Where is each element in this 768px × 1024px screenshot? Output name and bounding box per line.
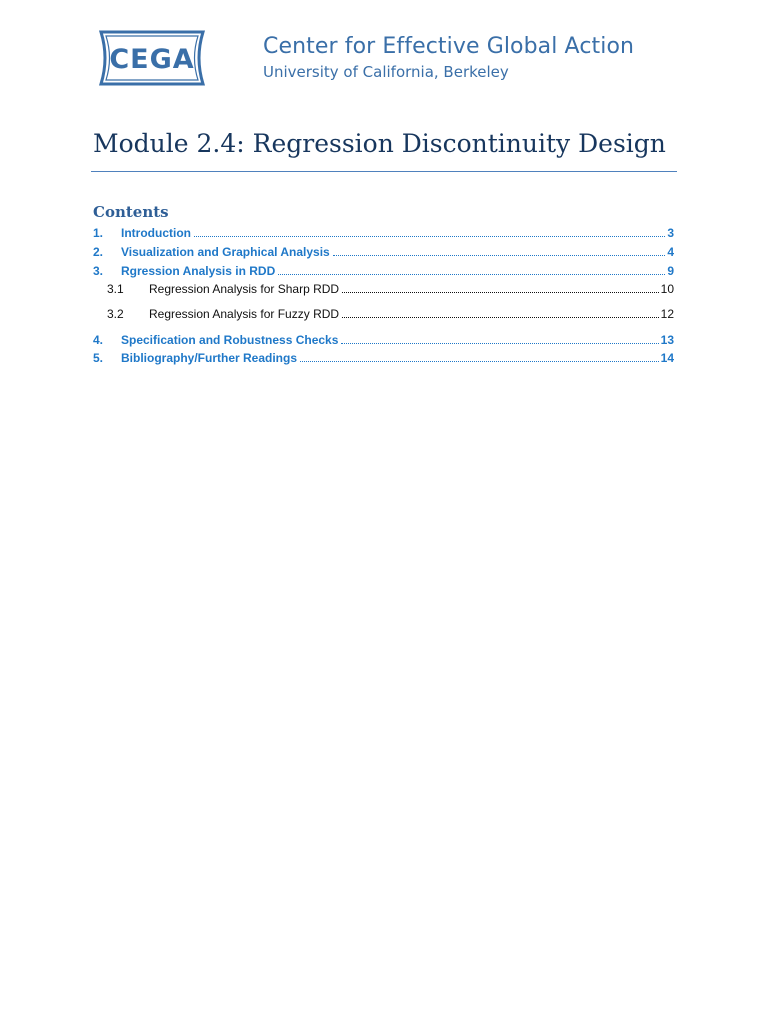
toc-entry-visualization[interactable]: [93, 243, 674, 259]
toc-leader: [300, 361, 659, 362]
toc-leader: [333, 255, 666, 256]
title-divider: [91, 171, 677, 172]
toc-label: Visualization and Graphical Analysis: [121, 245, 330, 259]
toc-number: 3.1: [107, 282, 124, 296]
toc-leader: [342, 292, 659, 293]
toc-label: Introduction: [121, 226, 191, 240]
toc-page: 13: [660, 333, 674, 347]
toc-page: 3: [667, 226, 674, 240]
toc-entry-bibliography[interactable]: [93, 349, 674, 365]
toc-entry-sharp-rdd[interactable]: [93, 280, 674, 296]
toc-entry-specification[interactable]: [93, 331, 674, 347]
toc-number: 4.: [93, 333, 104, 347]
toc-number: 2.: [93, 245, 104, 259]
toc-entry-introduction[interactable]: [93, 224, 674, 240]
toc-entry-fuzzy-rdd[interactable]: [93, 305, 674, 321]
logo-text: CEGA: [109, 44, 195, 75]
org-name: Center for Effective Global Action: [263, 34, 635, 59]
org-subtitle: University of California, Berkeley: [263, 63, 509, 81]
toc-number: 1.: [93, 226, 104, 240]
contents-heading: Contents: [93, 203, 169, 221]
toc-page: 4: [667, 245, 674, 259]
toc-label: Regression Analysis for Fuzzy RDD: [149, 307, 340, 321]
toc-number: 5.: [93, 351, 104, 365]
toc-page: 10: [660, 282, 674, 296]
toc-label: Rgression Analysis in RDD: [121, 264, 276, 278]
toc-page: 14: [660, 351, 674, 365]
toc-leader: [194, 236, 665, 237]
toc-label: Bibliography/Further Readings: [121, 351, 298, 365]
toc-entry-regression-analysis[interactable]: [93, 262, 674, 278]
document-title: Module 2.4: Regression Discontinuity Design: [93, 129, 666, 158]
toc-label: Regression Analysis for Sharp RDD: [149, 282, 340, 296]
toc-leader: [278, 274, 665, 275]
toc-number: 3.2: [107, 307, 124, 321]
toc-page: 9: [667, 264, 674, 278]
cega-logo: [91, 30, 213, 86]
toc-leader: [341, 343, 658, 344]
toc-leader: [342, 317, 659, 318]
toc-page: 12: [660, 307, 674, 321]
toc-number: 3.: [93, 264, 104, 278]
toc-label: Specification and Robustness Checks: [121, 333, 339, 347]
